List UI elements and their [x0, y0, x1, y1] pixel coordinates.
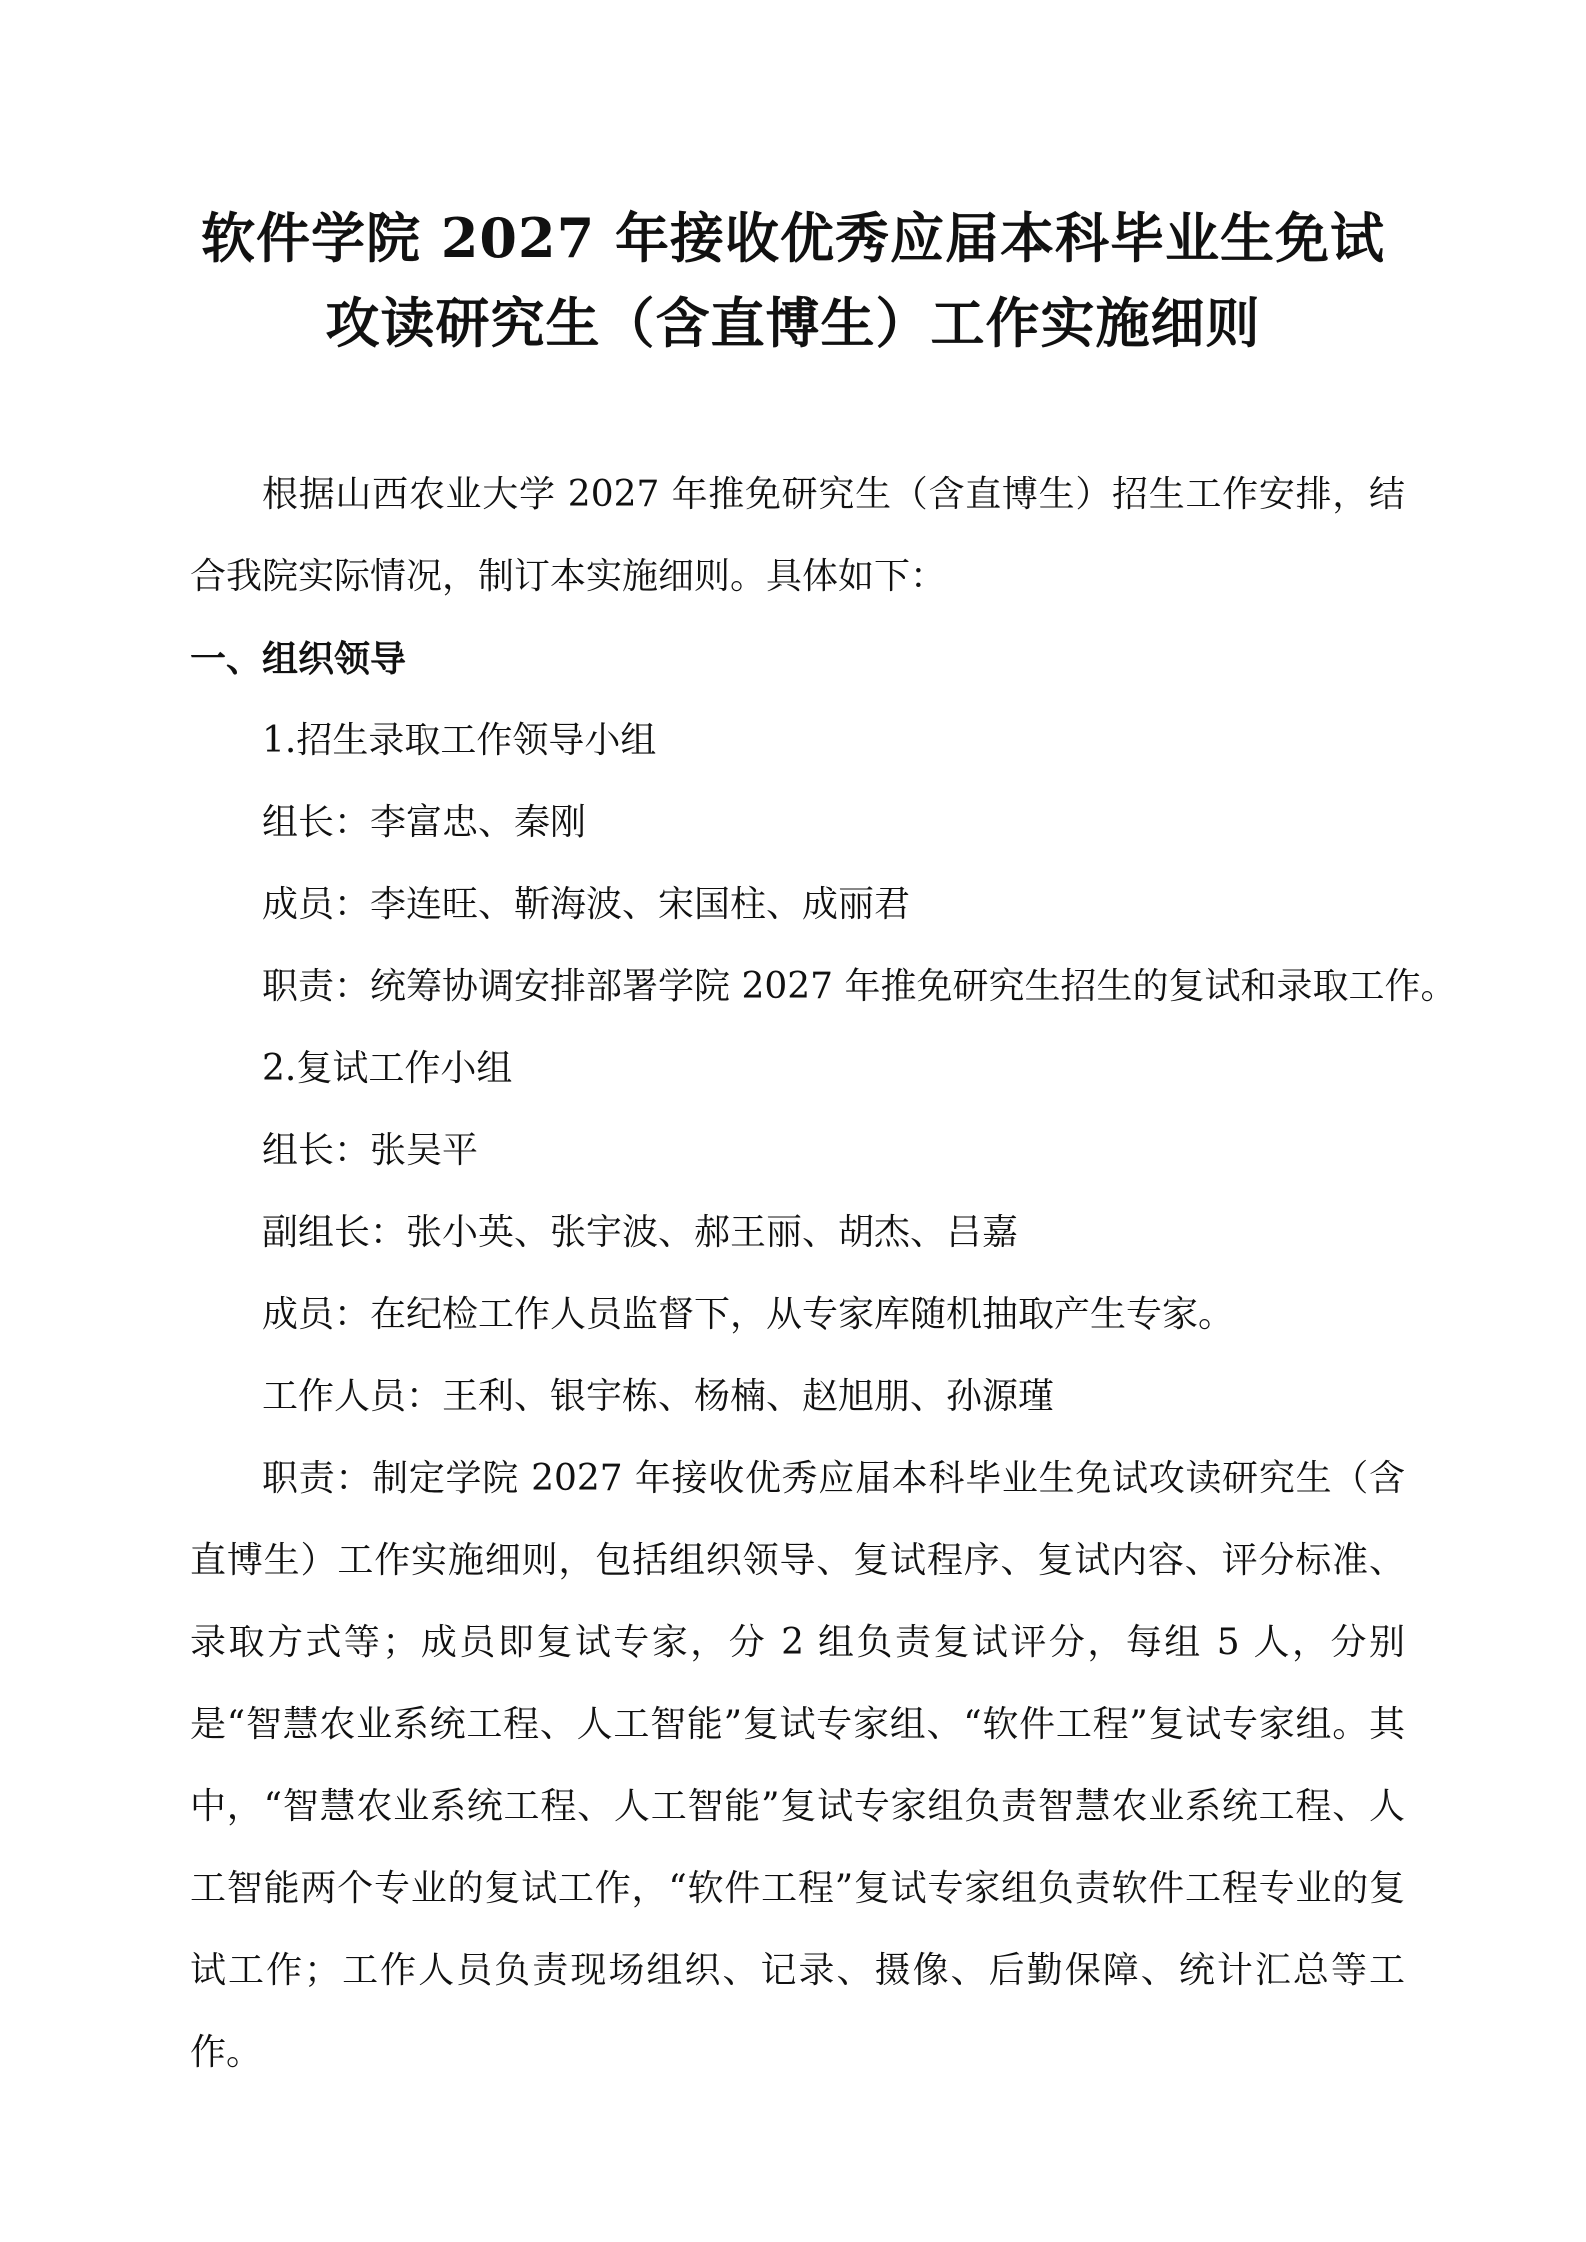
document-title-line-2: 攻读研究生（含直博生）工作实施细则	[325, 291, 1261, 355]
section-heading-organization: 一、组织领导	[190, 638, 407, 680]
group2-staff: 工作人员：王利、银宇栋、杨楠、赵旭朋、孙源瑾	[262, 1376, 1055, 1417]
group2-name: 2.复试工作小组	[262, 1048, 513, 1089]
group2-duty: 职责：制定学院 2027 年接收优秀应届本科毕业生免试攻读研究生（含直博生）工作实施细则，包括组织领导、复试程序、复试内容、评分标准、录取方式等；成员即复试专家，分 2 组负责复试评分，每组 5 人，分别是“智慧农业系统工程、人工智能”复试专家组、“软件工程”复试专家组。其中，“智慧农业系统工程、人工智能”复试专家组负责智慧农业系统工程、人工智能两个专业的复试工作，“软件工程”复试专家组负责软件工程专业的复试工作；工作人员负责现场组织、记录、摄像、后勤保障、统计汇总等工作。	[190, 1458, 1405, 2073]
group1-leader: 组长：李富忠、秦刚	[262, 802, 587, 843]
group2-deputy: 副组长：张小英、张宇波、郝王丽、胡杰、吕嘉	[262, 1212, 1019, 1253]
document-title-line-1: 软件学院 2027 年接收优秀应届本科毕业生免试	[201, 206, 1385, 270]
group1-duty: 职责：统筹协调安排部署学院 2027 年推免研究生招生的复试和录取工作。	[262, 966, 1457, 1007]
document-body	[190, 454, 1457, 2094]
group1-members: 成员：李连旺、靳海波、宋国柱、成丽君	[262, 884, 911, 925]
group1-name: 1.招生录取工作领导小组	[262, 720, 657, 761]
group2-leader: 组长：张吴平	[262, 1130, 479, 1171]
intro-paragraph: 根据山西农业大学 2027 年推免研究生（含直博生）招生工作安排，结合我院实际情况，制订本实施细则。具体如下：	[190, 474, 1405, 597]
group2-members: 成员：在纪检工作人员监督下，从专家库随机抽取产生专家。	[262, 1294, 1235, 1335]
